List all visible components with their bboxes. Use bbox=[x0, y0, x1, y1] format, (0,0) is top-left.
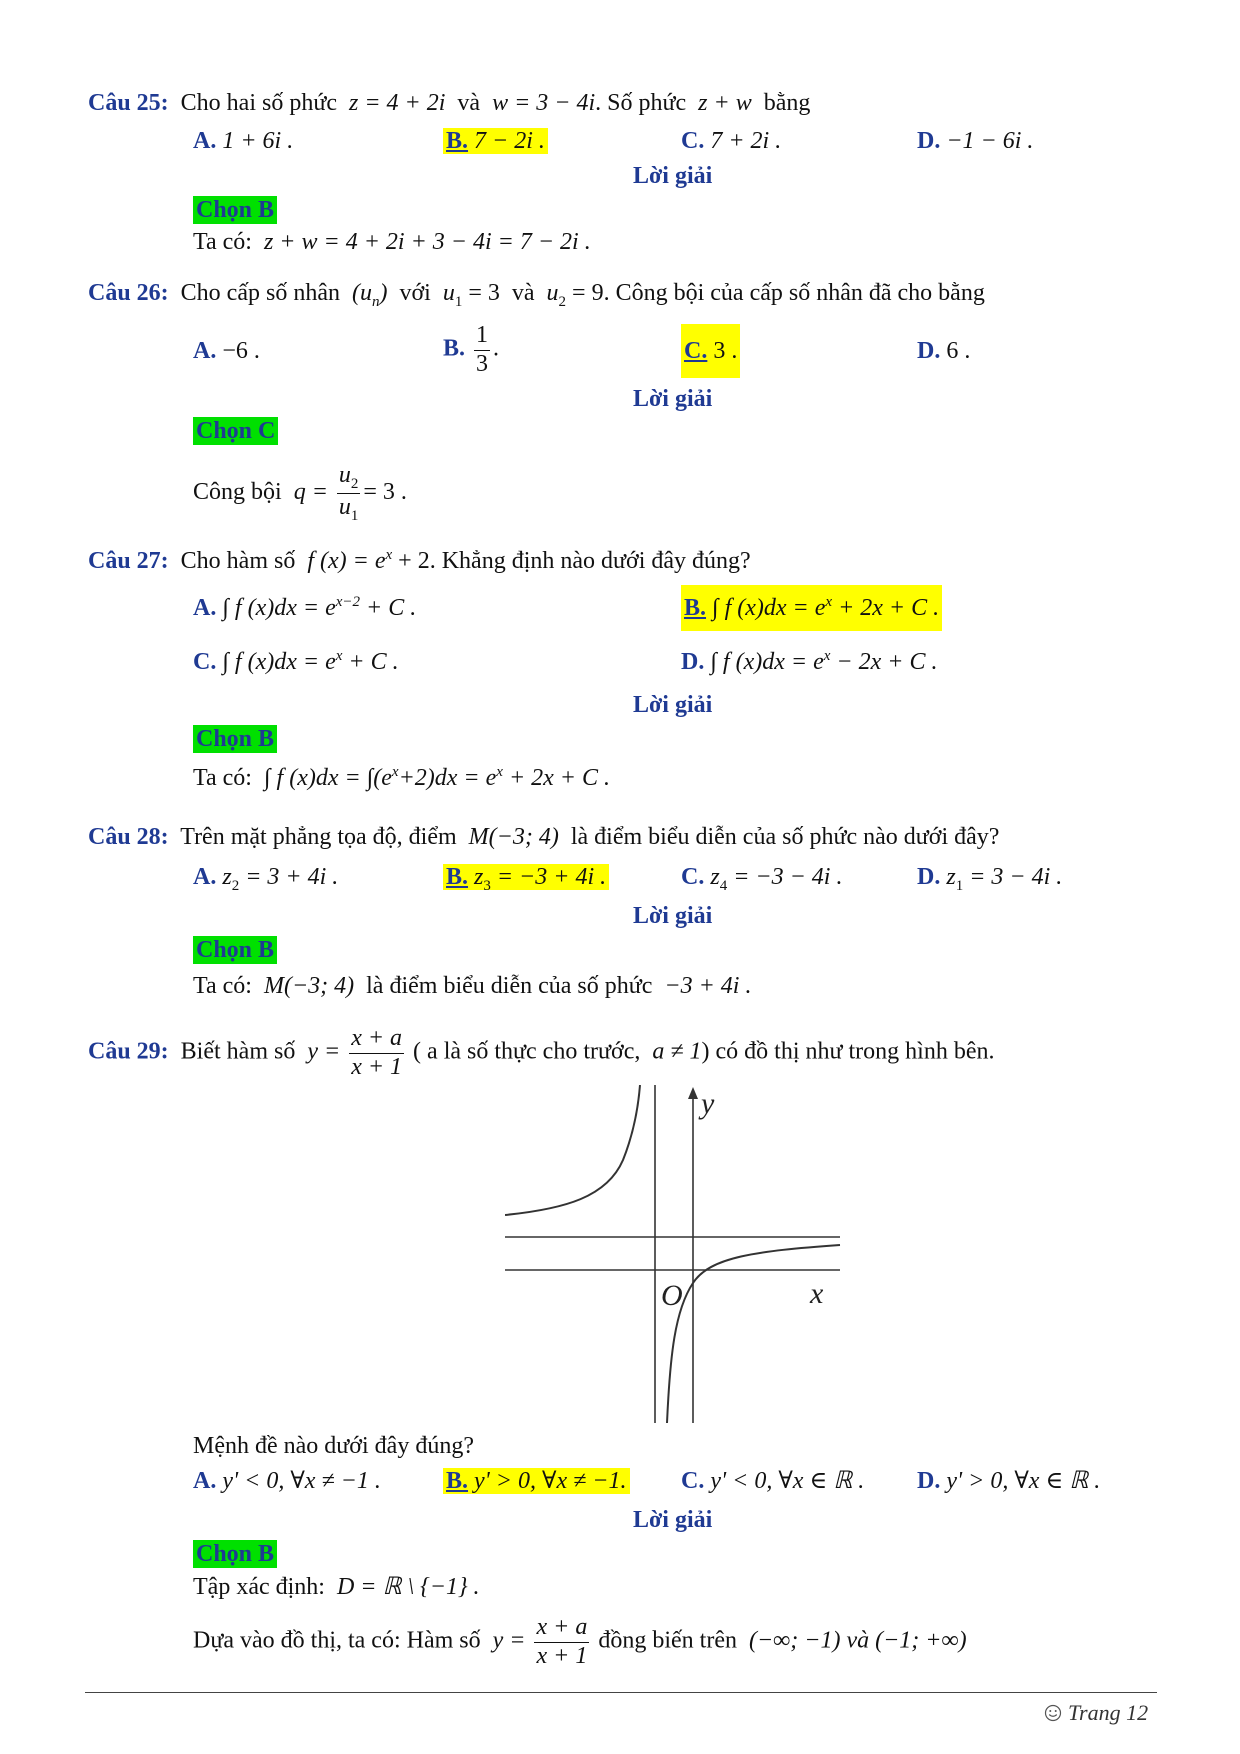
option-d[interactable] bbox=[917, 128, 1033, 156]
solution-heading: Lời giải bbox=[633, 386, 713, 412]
answer-badge: Chọn B bbox=[193, 197, 277, 225]
y-axis-arrow-icon bbox=[688, 1087, 698, 1099]
option-a[interactable] bbox=[193, 128, 293, 156]
explanation: Ta có: ∫ f $(x)dx = \int(e^x+2)dx = e^x + 2x + C$ . bbox=[193, 764, 611, 791]
option-b[interactable]: B. y' > 0, ∀x ≠ −1. bbox=[443, 1468, 630, 1496]
option-text: 1 + 6i . bbox=[222, 128, 294, 154]
option-c[interactable] bbox=[681, 128, 781, 156]
stem-math: z = 4 + 2i bbox=[349, 90, 446, 116]
option-b[interactable]: B. $\frac{1}{3}$ . bbox=[443, 322, 500, 377]
question-26-stem: Câu 26: Cho cấp số nhân $(u_n)$ với $u_1 = 3$ và $u_2 = 9$. Công bội của cấp số nhân đã cho bằng bbox=[88, 280, 985, 310]
option-b[interactable]: B. $z_3 = -3 + 4i$ . bbox=[443, 864, 609, 895]
option-b[interactable] bbox=[443, 128, 548, 156]
question-prompt: Mệnh đề nào dưới đây đúng? bbox=[193, 1433, 474, 1459]
option-a[interactable]: A. y' < 0, ∀x ≠ −1 . bbox=[193, 1468, 381, 1494]
page-number: Trang 12 bbox=[1068, 1700, 1149, 1725]
option-b[interactable]: B. ∫ f $(x)dx = e^x + 2x + C$ . bbox=[681, 594, 942, 623]
option-d[interactable]: D. ∫ f $(x)dx = e^x - 2x + C$ . bbox=[681, 648, 938, 675]
domain-statement: Tập xác định: D = ℝ \ {−1} . bbox=[193, 1574, 480, 1600]
option-letter: D. bbox=[917, 128, 941, 154]
option-c[interactable]: C. $z_4 = -3 - 4i$ . bbox=[681, 864, 843, 894]
question-25-stem bbox=[88, 90, 810, 118]
footer-divider bbox=[85, 1692, 1157, 1693]
explanation: Công bội q = $\frac{u_2}{u_1}$ = 3 . bbox=[193, 462, 407, 524]
question-27-stem: Câu 27: Cho hàm số f $(x) = e^x + 2$. Khẳng định nào dưới đây đúng? bbox=[88, 547, 751, 574]
fraction: $\frac{x + a}{x + 1}$ bbox=[351, 1025, 403, 1080]
option-letter: A. bbox=[193, 128, 217, 154]
y-axis-label: y bbox=[701, 1087, 715, 1120]
smiley-icon bbox=[1044, 1704, 1062, 1722]
stem-math: z + w bbox=[698, 90, 752, 116]
question-label: Câu 26: bbox=[88, 280, 169, 306]
question-29-stem: Câu 29: Biết hàm số y = $\frac{x + a}{x + 1}$ ( a là số thực cho trước, a ≠ 1) có đồ thị như trong hình bên. bbox=[88, 1025, 995, 1080]
stem-text: và bbox=[457, 90, 481, 116]
question-28-stem: Câu 28: Trên mặt phẳng tọa độ, điểm M(−3; 4) là điểm biểu diễn của số phức nào dưới đây? bbox=[88, 824, 1000, 850]
option-c[interactable]: C. 3 . bbox=[681, 338, 740, 366]
option-text: 7 + 2i . bbox=[710, 128, 782, 154]
stem-text: . Số phức bbox=[595, 90, 687, 116]
stem-math: w = 3 − 4i bbox=[492, 90, 596, 116]
question-label: Câu 25: bbox=[88, 90, 169, 116]
solution-heading: Lời giải bbox=[633, 903, 713, 929]
explanation: Ta có: M(−3; 4) là điểm biểu diễn của số phức −3 + 4i . bbox=[193, 973, 752, 999]
option-c[interactable]: C. y' < 0, ∀x ∈ ℝ . bbox=[681, 1468, 865, 1494]
solution-heading: Lời giải bbox=[633, 1507, 713, 1533]
curve-left-branch bbox=[505, 1085, 640, 1215]
option-a[interactable]: A. −6 . bbox=[193, 338, 260, 364]
option-d[interactable]: D. y' > 0, ∀x ∈ ℝ . bbox=[917, 1468, 1101, 1494]
conclusion: Dựa vào đồ thị, ta có: Hàm số y = $\frac{x + a}{x + 1}$ đồng biến trên (−∞; −1) và (−1; +∞) bbox=[193, 1614, 967, 1669]
answer-badge: Chọn C bbox=[193, 418, 278, 446]
solution-heading: Lời giải bbox=[633, 692, 713, 718]
option-a[interactable]: A. ∫ f $(x)dx = e^{x-2} + C$ . bbox=[193, 594, 417, 621]
option-text: 7 − 2i . bbox=[474, 128, 545, 154]
stem-text: bằng bbox=[763, 90, 811, 116]
page-footer bbox=[1044, 1700, 1148, 1728]
solution-heading: Lời giải bbox=[633, 163, 713, 189]
answer-badge: Chọn B bbox=[193, 937, 277, 965]
answer-badge: Chọn B bbox=[193, 1541, 277, 1569]
option-letter: B. bbox=[446, 128, 469, 154]
fraction: $\frac{x + a}{x + 1}$ bbox=[536, 1614, 588, 1669]
stem-text: Cho hai số phức bbox=[180, 90, 337, 116]
fraction: $\frac{u_2}{u_1}$ bbox=[338, 462, 359, 524]
option-letter: C. bbox=[681, 128, 705, 154]
fraction: $\frac{1}{3}$ bbox=[476, 322, 489, 377]
option-d[interactable]: D. 6 . bbox=[917, 338, 971, 364]
function-graph bbox=[505, 1085, 845, 1425]
option-text: −1 − 6i . bbox=[946, 128, 1034, 154]
explanation: Ta có: z + w = 4 + 2i + 3 − 4i = 7 − 2i . bbox=[193, 229, 591, 255]
x-axis-label: x bbox=[810, 1277, 824, 1310]
origin-label: O bbox=[661, 1279, 683, 1312]
option-a[interactable]: A. $z_2 = 3 + 4i$ . bbox=[193, 864, 339, 894]
answer-badge: Chọn B bbox=[193, 726, 277, 754]
option-c[interactable]: C. ∫ f $(x)dx = e^x + C$ . bbox=[193, 648, 399, 675]
option-d[interactable]: D. $z_1 = 3 - 4i$ . bbox=[917, 864, 1063, 894]
